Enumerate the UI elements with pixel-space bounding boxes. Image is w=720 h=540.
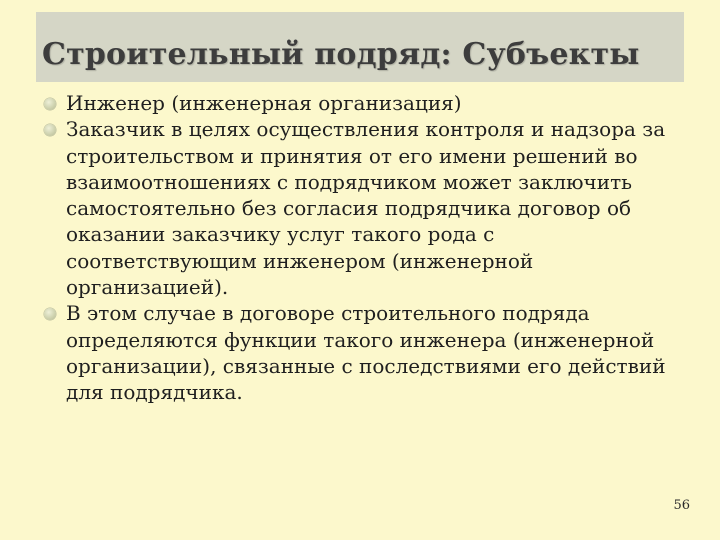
bullet-text: В этом случае в договоре строительного подряда определяются функции такого инженера (инженерной организации), связанные с последствиями его действий для подрядчика. [66,301,666,405]
bullet-icon [44,98,56,110]
bullet-icon [44,124,56,136]
bullet-item [44,90,674,116]
page-number: 56 [673,498,690,513]
slide-title: Строительный подряд: Субъекты [42,37,640,72]
bullet-item [44,116,674,300]
bullet-list [44,90,674,406]
bullet-icon [44,308,56,320]
bullet-item [44,300,674,405]
bullet-text: Заказчик в целях осуществления контроля и надзора за строительством и принятия от его имени решений во взаимоотношениях с подрядчиком может заключить самостоятельно без согласия подрядчика договор об оказании заказчику услуг такого рода с соответствующим инженером (инженерной организацией). [66,117,666,300]
title-bar [36,12,684,82]
bullet-text: Инженер (инженерная организация) [66,91,462,115]
